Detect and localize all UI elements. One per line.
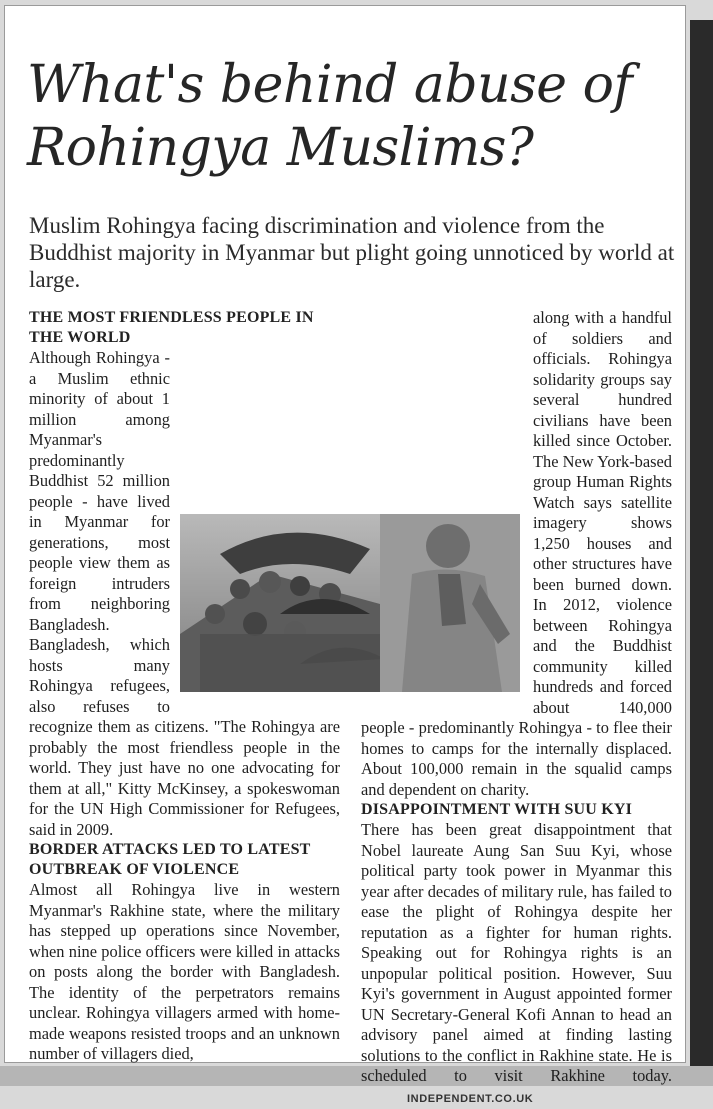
- photo-illustration: [180, 514, 520, 692]
- headline: What's behind abuse of Rohingya Muslims?: [27, 55, 633, 178]
- right-column: [361, 308, 672, 1109]
- section-body-friendless: Although Rohingya - a Muslim ethnic minority of about 1 million among Myanmar's predominantly Buddhist 52 million people - have lived in Myanmar for generations, most people view them as foreign intruders from neighboring Bangladesh. Bangladesh, which hosts many Rohingya refugees, also refuses to recognize them as citizens. "The Rohingya are probably the most friendless people in the world. They just have no one advocating for them at all," Kitty McKinsey, a spokeswoman for the UN High Commissioner for Refugees, said in 2009.: [29, 348, 340, 839]
- section-heading-border-attacks: BORDER ATTACKS LED TO LATEST OUTBREAK OF VIOLENCE: [29, 841, 311, 878]
- section-body-suu-kyi: There has been great disappointment that Nobel laureate Aung San Suu Kyi, whose political party took power in Myanmar this year after decades of military rule, has failed to ease the plight of Rohingya despite her reputation as a fighter for human rights. Speaking out for Rohingya rights is an unpopular political position. However, Suu Kyi's government in August appointed former UN Secretary-General Kofi Annan to head an advisory panel aimed at finding lasting solutions to the conflict in Rakhine state. He is scheduled to visit Rakhine today. INDEPENDENT.CO.UK: [361, 820, 672, 1105]
- section-body-border-attacks-b: along with a handful of soldiers and officials. Rohingya solidarity groups say several hundred civilians have been killed since October. The New York-based group Human Rights Watch says satellite imagery shows 1,250 houses and other structures have been burned down. In 2012, violence between Rohingya and the Buddhist community killed hundreds and forced about 140,000 people - predominantly Rohingya - to flee their homes to camps for the internally displaced. About 100,000 remain in the squalid camps and dependent on charity.: [361, 308, 672, 799]
- refugee-boat-photo: [180, 514, 520, 692]
- subhead: Muslim Rohingya facing discrimination and violence from the Buddhist majority in Myanmar but plight going unnoticed by world at large.: [29, 213, 675, 292]
- section-body-border-attacks-a: Almost all Rohingya live in western Myanmar's Rakhine state, where the military has stepped up operations since November, when nine police officers were killed in attacks on posts along the border with Bangladesh. The identity of the perpetrators remains unclear. Rohingya villagers armed with home-made weapons resisted troops and an unknown number of villagers died,: [29, 880, 340, 1063]
- source-credit: INDEPENDENT.CO.UK: [407, 1092, 534, 1105]
- page-shadow-right: [690, 20, 713, 1086]
- section-heading-suu-kyi: DISAPPOINTMENT WITH SUU KYI: [361, 801, 633, 818]
- section-heading-friendless: THE MOST FRIENDLESS PEOPLE IN THE WORLD: [29, 309, 314, 346]
- article-page: [4, 5, 686, 1105]
